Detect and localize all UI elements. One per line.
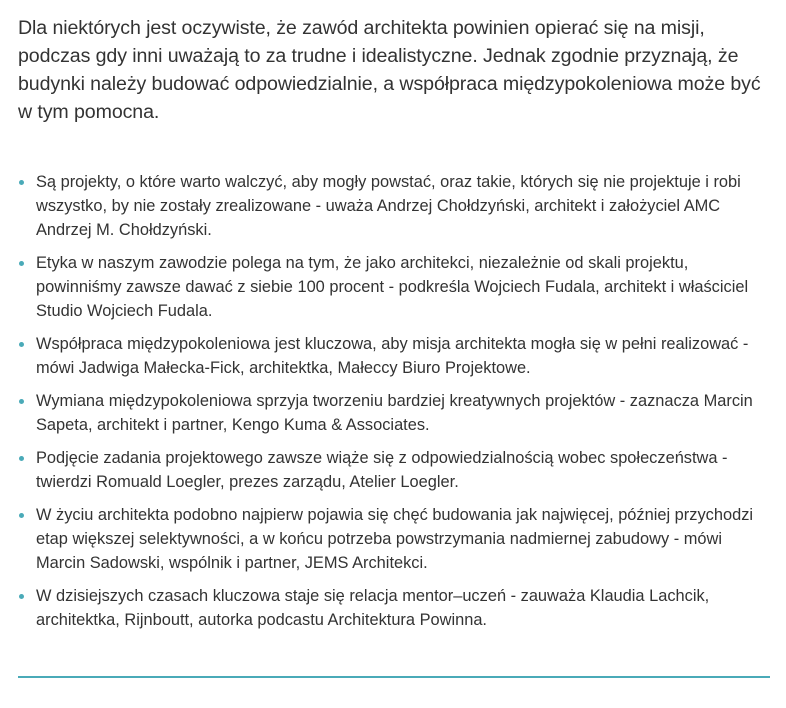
bullet-dot-icon bbox=[19, 261, 24, 266]
list-item-text: Etyka w naszym zawodzie polega na tym, że jako architekci, niezależnie od skali projektu, powinniśmy zawsze dawać z siebie 100 procent - podkreśla Wojciech Fudala, architekt i właściciel Studio Wojciech Fudala. bbox=[36, 254, 749, 320]
list-item bbox=[18, 170, 770, 242]
bullet-dot-icon bbox=[19, 342, 24, 347]
list-item-text: Są projekty, o które warto walczyć, aby mogły powstać, oraz takie, których się nie projektuje i robi wszystko, by nie zostały zrealizowane - uważa Andrzej Chołdzyński, architekt i założyciel AMC Andrzej M. Chołdzyński. bbox=[36, 173, 741, 239]
bullet-dot-icon bbox=[19, 180, 24, 185]
list-item bbox=[18, 332, 770, 380]
list-item bbox=[18, 251, 770, 323]
article-lead: Dla niektórych jest oczywiste, że zawód architekta powinien opierać się na misji, podczas gdy inni uważają to za trudne i idealistyczne. Jednak zgodnie przyznają, że budynki należy budować odpowiedzialnie, a współpraca międzypokoleniowa może być w tym pomocna. bbox=[18, 17, 761, 123]
list-item bbox=[18, 446, 770, 494]
section-divider bbox=[18, 676, 770, 678]
bullet-dot-icon bbox=[19, 456, 24, 461]
bullet-dot-icon bbox=[19, 594, 24, 599]
bullet-dot-icon bbox=[19, 513, 24, 518]
list-item-text: Współpraca międzypokoleniowa jest kluczowa, aby misja architekta mogła się w pełni realizować - mówi Jadwiga Małecka-Fick, architektka, Małeccy Biuro Projektowe. bbox=[36, 335, 749, 377]
list-item-text: Wymiana międzypokoleniowa sprzyja tworzeniu bardziej kreatywnych projektów - zaznacza Marcin Sapeta, architekt i partner, Kengo Kuma & Associates. bbox=[36, 392, 753, 434]
list-item-text: W dzisiejszych czasach kluczowa staje się relacja mentor–uczeń - zauważa Klaudia Lachcik, architektka, Rijnboutt, autorka podcastu Architektura Powinna. bbox=[36, 587, 710, 629]
bullet-dot-icon bbox=[19, 399, 24, 404]
list-item bbox=[18, 584, 770, 632]
key-points-list bbox=[18, 170, 770, 632]
list-item-text: Podjęcie zadania projektowego zawsze wiąże się z odpowiedzialnością wobec społeczeństwa - twierdzi Romuald Loegler, prezes zarządu, Atelier Loegler. bbox=[36, 449, 728, 491]
list-item bbox=[18, 389, 770, 437]
article-body bbox=[18, 14, 770, 641]
list-item bbox=[18, 503, 770, 575]
list-item-text: W życiu architekta podobno najpierw pojawia się chęć budowania jak najwięcej, później przychodzi etap większej selektywności, a w końcu potrzeba powstrzymania nadmiernej zabudowy - mówi Marcin Sadowski, wspólnik i partner, JEMS Architekci. bbox=[36, 506, 754, 572]
